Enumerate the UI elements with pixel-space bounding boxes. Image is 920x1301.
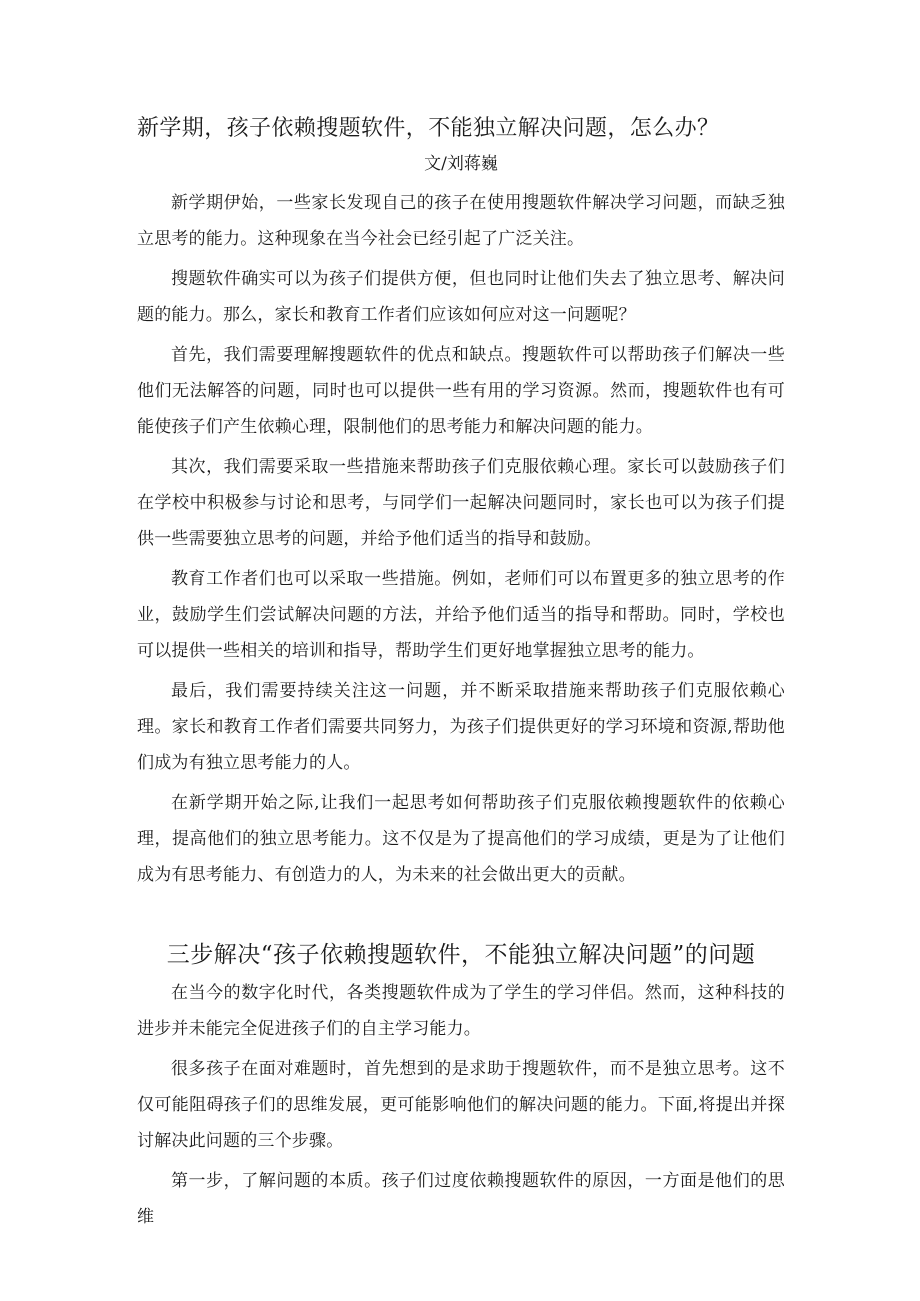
paragraph: 第一步，了解问题的本质。孩子们过度依赖搜题软件的原因，一方面是他们的思维 [137, 1171, 785, 1227]
paragraph: 教育工作者们也可以采取一些措施。例如，老师们可以布置更多的独立思考的作业，鼓励学生们尝试解决问题的方法，并给予他们适当的指导和帮助。同时，学校也可以提供一些相关的培训和指导，帮助学生们更好地掌握独立思考的能力。 [137, 569, 785, 661]
article-1 [137, 113, 785, 893]
paragraph: 在新学期开始之际,让我们一起思考如何帮助孩子们克服依赖搜题软件的依赖心理，提高他们的独立思考能力。这不仅是为了提高他们的学习成绩，更是为了让他们成为有思考能力、有创造力的人，为未来的社会做出更大的贡献。 [137, 793, 785, 885]
document-page [137, 113, 785, 1235]
article-2 [137, 937, 785, 1235]
paragraph: 首先，我们需要理解搜题软件的优点和缺点。搜题软件可以帮助孩子们解决一些他们无法解答的问题，同时也可以提供一些有用的学习资源。然而，搜题软件也有可能使孩子们产生依赖心理，限制他们的思考能力和解决问题的能力。 [137, 345, 785, 437]
section-heading: 三步解决“孩子依赖搜题软件，不能独立解决问题”的问题 [166, 942, 756, 968]
author-byline: 文/刘蒋巍 [424, 154, 498, 174]
paragraph: 在当今的数字化时代，各类搜题软件成为了学生的学习伴侣。然而，这种科技的进步并未能完全促进孩子们的自主学习能力。 [137, 983, 785, 1039]
article-title: 新学期，孩子依赖搜题软件，不能独立解决问题，怎么办？ [137, 116, 720, 141]
paragraph: 最后，我们需要持续关注这一问题，并不断采取措施来帮助孩子们克服依赖心理。家长和教育工作者们需要共同努力，为孩子们提供更好的学习环境和资源,帮助他们成为有独立思考能力的人。 [137, 681, 785, 773]
paragraph: 搜题软件确实可以为孩子们提供方便，但也同时让他们失去了独立思考、解决问题的能力。那么，家长和教育工作者们应该如何应对这一问题呢？ [137, 269, 785, 325]
paragraph: 其次，我们需要采取一些措施来帮助孩子们克服依赖心理。家长可以鼓励孩子们在学校中积极参与讨论和思考，与同学们一起解决问题同时，家长也可以为孩子们提供一些需要独立思考的问题，并给予他们适当的指导和鼓励。 [137, 457, 785, 549]
paragraph: 很多孩子在面对难题时，首先想到的是求助于搜题软件，而不是独立思考。这不仅可能阻碍孩子们的思维发展，更可能影响他们的解决问题的能力。下面,将提出并探讨解决此问题的三个步骤。 [137, 1059, 785, 1151]
paragraph: 新学期伊始，一些家长发现自己的孩子在使用搜题软件解决学习问题，而缺乏独立思考的能力。这种现象在当今社会已经引起了广泛关注。 [137, 193, 785, 249]
